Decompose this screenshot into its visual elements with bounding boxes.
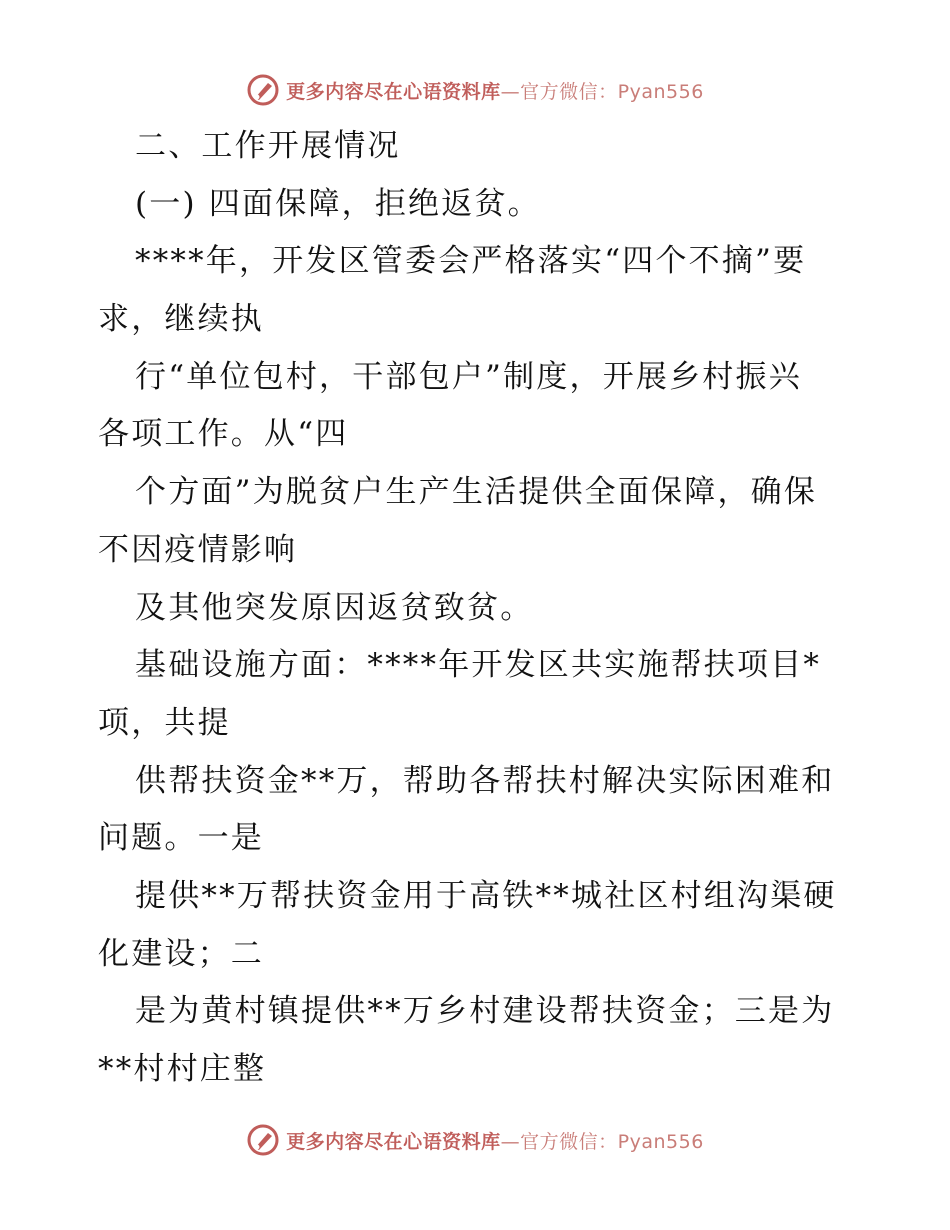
subsection-heading: (一) 四面保障，拒绝返贫。 bbox=[135, 185, 541, 222]
paragraph-line: 及其他突发原因返贫致贫。 bbox=[135, 589, 534, 626]
watermark-suffix: —官方微信：Pyan556 bbox=[500, 80, 704, 103]
header-watermark bbox=[0, 70, 950, 110]
paragraph-line: 求，继续执 bbox=[98, 301, 264, 338]
paragraph-line: 个方面”为脱贫户生产生活提供全面保障，确保 bbox=[135, 474, 818, 511]
paragraph-line: ****年，开发区管委会严格落实“四个不摘”要 bbox=[135, 243, 807, 280]
quill-pen-seal-icon bbox=[246, 73, 280, 107]
watermark-text bbox=[286, 77, 704, 104]
footer-watermark bbox=[0, 1120, 950, 1160]
paragraph-line: **村村庄整 bbox=[98, 1051, 267, 1087]
section-heading: 二、工作开展情况 bbox=[135, 128, 401, 164]
paragraph-line: 项，共提 bbox=[98, 704, 231, 741]
paragraph-line: 化建设；二 bbox=[98, 935, 264, 972]
paragraph-line: 提供**万帮扶资金用于高铁**城社区村组沟渠硬 bbox=[135, 877, 837, 914]
watermark-suffix: —官方微信：Pyan556 bbox=[500, 1130, 704, 1153]
paragraph-line: 基础设施方面：****年开发区共实施帮扶项目* bbox=[135, 647, 822, 684]
watermark-brand: 更多内容尽在心语资料库 bbox=[286, 1130, 501, 1153]
paragraph-line: 问题。一是 bbox=[98, 820, 264, 857]
paragraph-line: 行“单位包村，干部包户”制度，开展乡村振兴 bbox=[135, 358, 802, 395]
paragraph-line: 不因疫情影响 bbox=[98, 531, 298, 568]
paragraph-line: 各项工作。从“四 bbox=[98, 416, 349, 453]
watermark-brand: 更多内容尽在心语资料库 bbox=[286, 80, 501, 103]
document-body bbox=[98, 118, 858, 1099]
paragraph-line: 供帮扶资金**万，帮助各帮扶村解决实际困难和 bbox=[135, 762, 835, 799]
paragraph-line: 是为黄村镇提供**万乡村建设帮扶资金；三是为 bbox=[135, 993, 835, 1030]
watermark-text bbox=[286, 1127, 704, 1154]
quill-pen-seal-icon bbox=[246, 1123, 280, 1157]
